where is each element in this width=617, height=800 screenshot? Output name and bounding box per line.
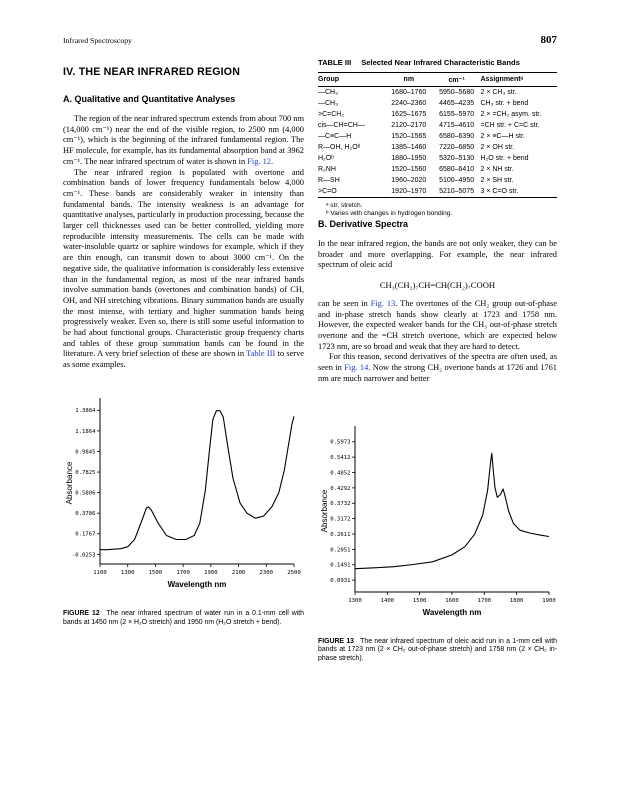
- table-cell: 2 × ≡C—H str.: [480, 133, 525, 140]
- caption-label: FIGURE 12: [63, 609, 100, 617]
- ref-link[interactable]: Fig. 12: [247, 156, 271, 166]
- svg-text:2100: 2100: [231, 569, 246, 576]
- svg-text:0.2051: 0.2051: [330, 546, 351, 553]
- table-cell: 5210–5075: [439, 188, 475, 195]
- paragraph-b3: [318, 352, 557, 384]
- svg-text:0.5973: 0.5973: [330, 439, 351, 446]
- svg-text:2500: 2500: [287, 569, 301, 576]
- table-cell: cis—CH=CH—: [318, 122, 365, 129]
- table-cell: 1960–2020: [391, 177, 427, 184]
- table-header-cell: Assignmentᵃ: [480, 76, 524, 83]
- text-segment: The near infrared region is populated with overtone and combination bands of lower frequency fundamentals below 4,000 cm⁻¹. These bands are considerably weaker in intensity than fundamental bands. The intensity weakness is an advantage for quantitative analyses, particularly in production processing, because the larger cell thicknesses used can be better controlled, yielding more reproducible intensity measurements. The cells can be made with water-insoluble quartz or saphire windows for example, which if they are thin enough, can transmit down to about 3000 cm⁻¹. On the negative side, the qualitative information is considerably less extensive than in the fundamental region, as most of the near infrared bands involve summation bands (overtones and combination bands) of CH, OH, and NH stretching vibrations. Binary summation bands are usually the most intense, with tertiary and higher summation bands being progressively weaker. Even so, there is still some useful information to be had about functional groups. Characteristic group frequency charts and tables of these group summation bands can be found in the literature. A very brief selection of these are shown in: [63, 167, 304, 359]
- svg-text:1100: 1100: [93, 569, 107, 576]
- table-cell: R₂NH: [318, 166, 336, 173]
- svg-text:1500: 1500: [412, 597, 427, 604]
- table-row: [318, 175, 557, 186]
- svg-text:1300: 1300: [120, 569, 135, 576]
- table-cell: H₂O str. + bend: [480, 155, 529, 162]
- table-cell: 5950–5680: [439, 89, 475, 96]
- svg-text:0.0931: 0.0931: [330, 577, 351, 584]
- svg-text:0.1491: 0.1491: [330, 562, 351, 569]
- text-segment: . The overtones of the CH₂ group out-of-phase and in-phase stretch bands show clearly at 1723 and 1758 nm. However, the expected weaker bands for the CH₃ out-of-phase stretch overtone and the =CH stretch overtone, which are expected below 1723 nm, are so broad and weak that they are hard to detect.: [318, 298, 557, 351]
- paragraph-b2: [318, 299, 557, 353]
- table-cell: 2 × =CH₂ asym. str.: [480, 111, 542, 118]
- caption-label: FIGURE 13: [318, 637, 354, 645]
- table-cell: 2 × CH₃ str.: [480, 89, 517, 96]
- table-cell: H₂Oᵇ: [318, 155, 334, 162]
- table-row: [318, 153, 557, 164]
- table-cell: 4715–4610: [439, 122, 475, 129]
- ref-link[interactable]: Fig. 13: [370, 298, 396, 308]
- svg-text:0.9845: 0.9845: [75, 449, 96, 456]
- svg-text:Wavelength nm: Wavelength nm: [422, 607, 482, 617]
- svg-text:0.3172: 0.3172: [330, 516, 351, 523]
- text-segment: The near infrared spectrum of oleic acid run in a 1-mm cell with bands at 1723 nm (2 × CH₂ out-of-phase stretch) and 1758 nm (2 × CH₂ in-phase stretch).: [318, 637, 557, 663]
- section-title: IV. THE NEAR INFRARED REGION: [63, 66, 241, 78]
- ref-link[interactable]: Fig. 14: [344, 363, 369, 373]
- table-cell: >C=CH₂: [318, 111, 345, 118]
- table-cell: R—OH, H₂Oᵇ: [318, 144, 361, 151]
- page-number: 807: [540, 34, 557, 46]
- table-cell: 5100–4950: [439, 177, 475, 184]
- table-cell: 7220–6850: [439, 144, 475, 151]
- svg-text:0.4292: 0.4292: [330, 485, 351, 492]
- table-footnote: ᵃ str, stretch.: [326, 202, 363, 209]
- table-cell: —CH₃: [318, 100, 338, 107]
- table-cell: 1520–1560: [391, 166, 427, 173]
- svg-text:Absorbance: Absorbance: [65, 461, 74, 505]
- table-row: [318, 109, 557, 120]
- table-row: [318, 186, 557, 198]
- figure13-chart: [318, 423, 558, 625]
- figure-12: [63, 395, 304, 628]
- figure12-chart: [63, 395, 303, 597]
- paragraph-a1: [63, 114, 304, 168]
- table-cell: 2120–2170: [391, 122, 427, 129]
- svg-text:1600: 1600: [445, 597, 459, 604]
- paragraph-b1: [318, 239, 557, 271]
- text-segment: The region of the near infrared spectrum extends from about 700 nm (14,000 cm⁻¹) near the end of the visible region, to 2500 nm (4,000 cm⁻¹), which is the beginning of the infrared fundamental region. The HF molecule, for example, has its fundamental absorption band at 3962 cm⁻¹. The near infrared spectrum of water is shown in: [63, 114, 305, 166]
- table-cell: 2 × SH str.: [480, 177, 514, 184]
- svg-text:1500: 1500: [148, 569, 163, 576]
- table-cell: 1625–1675: [391, 111, 427, 118]
- table-cell: >C=O: [318, 188, 337, 195]
- table-cell: 4465–4235: [439, 100, 475, 107]
- right-column: [318, 58, 557, 664]
- table-iii: [318, 58, 557, 219]
- text-segment: In the near infrared region, the bands are not only weaker, they can be broader and more overlapping. For example, the near infrared spectrum of oleic acid: [318, 238, 557, 270]
- table-row: [318, 87, 557, 99]
- table-row: [318, 98, 557, 109]
- table-cell: 1520–1565: [391, 133, 427, 140]
- table-cell: 3 × C=O str.: [480, 188, 519, 195]
- characteristic-bands-table: [318, 72, 557, 198]
- subsection-b-title: B. Derivative Spectra: [318, 218, 409, 229]
- left-column: [63, 58, 304, 627]
- svg-text:-0.0253: -0.0253: [71, 552, 96, 559]
- table-cell: —CH₃: [318, 89, 338, 96]
- table-row: [318, 164, 557, 175]
- spectrum-curve: [100, 411, 294, 550]
- table-header-cell: cm⁻¹: [448, 76, 465, 84]
- table-cell: 6580–6410: [439, 166, 475, 173]
- text-segment: For this reason, second derivatives of the spectra are often used, as seen in: [318, 352, 557, 373]
- svg-text:1.1864: 1.1864: [75, 428, 96, 435]
- table-cell: =CH str. + C=C str.: [480, 122, 540, 129]
- table-label: TABLE III: [318, 58, 352, 67]
- text-segment: . Now the strong CH₂ overtone bands at 1726 and 1761 nm are much narrower and better: [318, 363, 557, 383]
- table-title: [318, 58, 557, 67]
- table-header-row: [318, 73, 557, 87]
- svg-text:1.3884: 1.3884: [75, 408, 96, 415]
- svg-text:1900: 1900: [204, 569, 218, 576]
- svg-text:0.5806: 0.5806: [75, 490, 96, 497]
- svg-text:1700: 1700: [477, 597, 492, 604]
- table-header-cell: Group: [318, 76, 339, 83]
- text-segment: .: [270, 156, 274, 166]
- table-cell: 5320–5130: [439, 155, 475, 162]
- table-header-cell: nm: [403, 76, 415, 83]
- svg-text:1800: 1800: [509, 597, 524, 604]
- svg-text:0.7825: 0.7825: [75, 469, 96, 476]
- svg-text:0.1767: 0.1767: [75, 531, 96, 538]
- table-cell: 2240–2360: [391, 100, 427, 107]
- svg-text:Wavelength nm: Wavelength nm: [167, 579, 227, 589]
- paragraph-a2: [63, 168, 304, 371]
- spectrum-curve: [355, 453, 549, 568]
- table-cell: 1920–1970: [391, 188, 427, 195]
- figure-13: [318, 423, 557, 664]
- table-cell: 1680–1760: [391, 89, 427, 96]
- table-cell: —C≡C—H: [318, 133, 352, 140]
- figure13-caption: [318, 638, 557, 664]
- svg-text:0.5412: 0.5412: [330, 454, 351, 461]
- table-cell: R—SH: [318, 177, 340, 184]
- subsection-a-title: A. Qualitative and Quantitative Analyses: [63, 94, 236, 104]
- table-footnotes: [318, 202, 557, 219]
- table-footnote: ᵇ Varies with changes in hydrogen bonding.: [326, 210, 453, 218]
- chemical-formula: CH₃(CH₂)₇CH=CH(CH₂)₇COOH: [379, 279, 496, 290]
- table-caption-text: Selected Near Infrared Characteristic Bands: [361, 58, 520, 67]
- svg-text:0.3786: 0.3786: [75, 510, 96, 517]
- table-cell: 6155–5970: [439, 111, 475, 118]
- svg-text:1400: 1400: [380, 597, 395, 604]
- table-row: [318, 142, 557, 153]
- svg-text:2300: 2300: [259, 569, 274, 576]
- table-cell: 6580–6390: [439, 133, 475, 140]
- table-row: [318, 131, 557, 142]
- svg-text:0.4852: 0.4852: [330, 469, 351, 476]
- table-cell: 2 × NH str.: [480, 166, 514, 173]
- text-segment: The near infrared spectrum of water run in a 0.1-mm cell with bands at 1450 nm (2 × H₂O stretch) and 1950 nm (H₂O stretch + bend).: [63, 609, 304, 626]
- svg-text:1900: 1900: [542, 597, 556, 604]
- svg-text:Absorbance: Absorbance: [320, 489, 329, 532]
- running-header: [63, 34, 557, 46]
- running-header-title: Infrared Spectroscopy: [63, 36, 133, 45]
- svg-text:1300: 1300: [348, 597, 362, 604]
- svg-text:0.3732: 0.3732: [330, 500, 351, 507]
- text-segment: can be seen in: [318, 298, 371, 308]
- svg-text:1700: 1700: [176, 569, 190, 576]
- table-row: [318, 120, 557, 131]
- table-cell: 1385–1460: [391, 144, 427, 151]
- text-segment: to serve as some examples.: [63, 349, 304, 370]
- figure12-caption: [63, 610, 304, 628]
- table-cell: 1880–1950: [391, 155, 427, 162]
- ref-link[interactable]: Table III: [246, 349, 276, 359]
- table-cell: CH₃ str. + bend: [480, 100, 529, 107]
- svg-text:0.2611: 0.2611: [330, 531, 351, 538]
- table-cell: 2 × OH str.: [480, 144, 515, 151]
